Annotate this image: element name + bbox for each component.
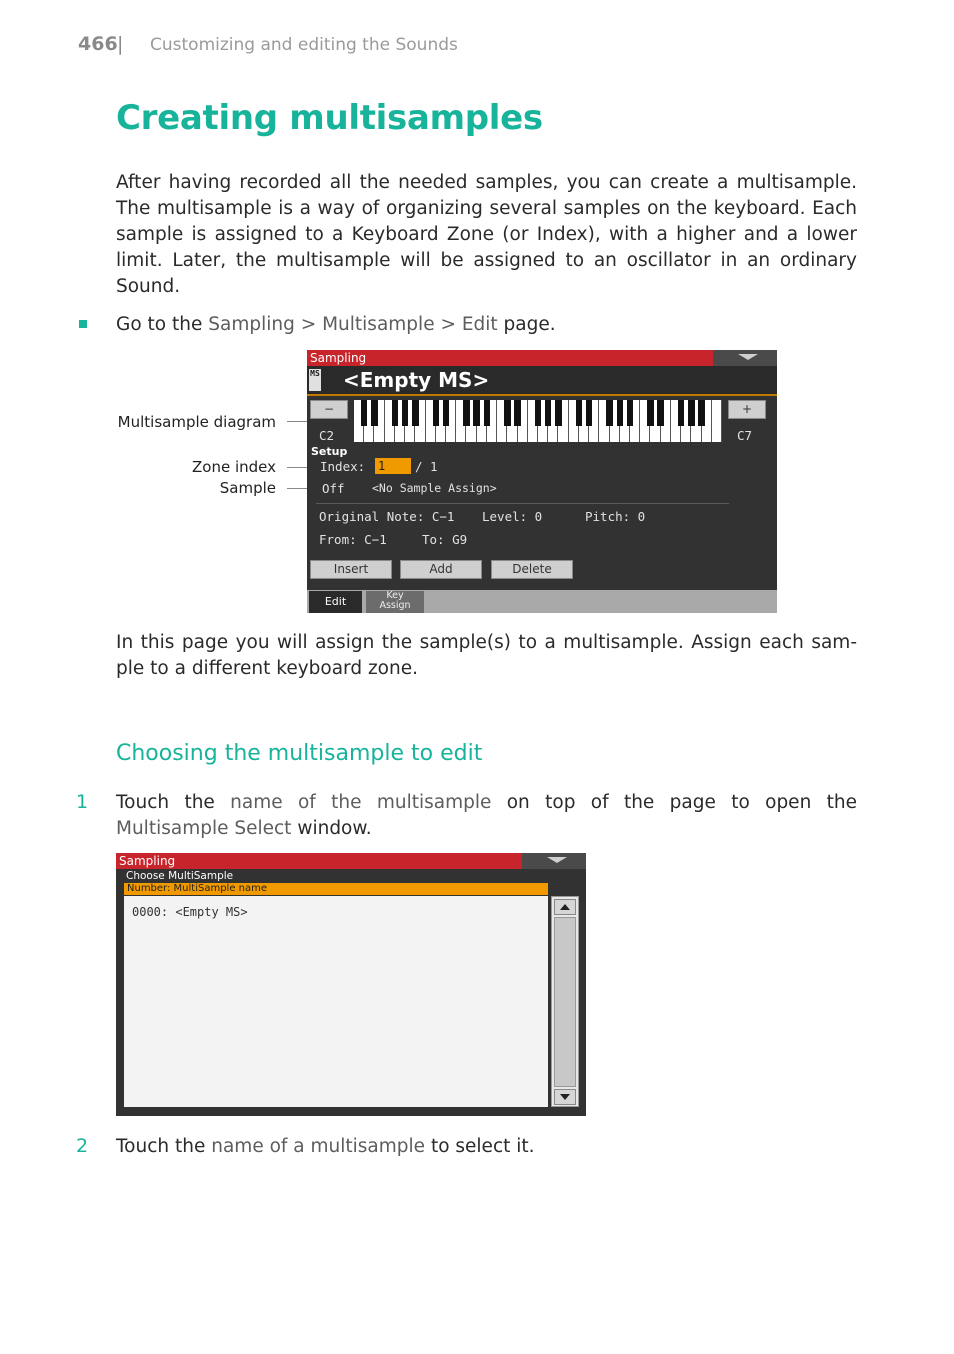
black-key [504, 400, 511, 426]
divider [316, 503, 729, 504]
level[interactable]: Level: 0 [482, 509, 543, 524]
black-key [514, 400, 521, 426]
goto-suffix: page. [497, 314, 556, 335]
black-key [402, 400, 409, 426]
black-key [555, 400, 562, 426]
section-title: Customizing and editing the Sounds [150, 35, 458, 55]
bullet-icon [79, 320, 87, 328]
tab-key-assign[interactable] [366, 591, 424, 613]
tab-key-label: Key [386, 590, 404, 601]
scroll-up-button[interactable] [554, 899, 576, 915]
arrow-up-icon [560, 904, 570, 910]
sample-off[interactable]: Off [322, 481, 345, 496]
from-note[interactable]: From: C−1 [319, 532, 387, 547]
list-header: Number: MultiSample name [124, 883, 548, 895]
black-key [371, 400, 378, 426]
white-key [712, 400, 722, 442]
sample-assign[interactable]: <No Sample Assign> [372, 481, 497, 495]
black-key [535, 400, 542, 426]
index-field[interactable]: 1 [375, 458, 411, 474]
black-key [678, 400, 685, 426]
original-note[interactable]: Original Note: C−1 [319, 509, 455, 524]
page-number: 466 [78, 33, 118, 55]
black-key [361, 400, 368, 426]
minus-button[interactable]: − [310, 400, 348, 419]
callout-zone: Zone index [192, 458, 276, 476]
step2-t1: Touch the [116, 1136, 212, 1157]
assign-paragraph: In this page you will assign the sample(s) to a multisample. Assign each sam-ple to a different keyboard zone. [116, 632, 857, 679]
black-key [586, 400, 593, 426]
subsection-title: Choosing the multisample to edit [116, 741, 483, 766]
multisample-name[interactable]: <Empty MS> [343, 368, 490, 392]
page-title: Creating multisamples [116, 98, 543, 138]
ms-tag: MS [309, 369, 321, 391]
setup-label: Setup [311, 445, 348, 458]
chevron-down-icon [547, 857, 567, 863]
multisample-keyboard[interactable] [354, 400, 722, 442]
multisample-edit-screen [307, 350, 777, 613]
insert-button[interactable]: Insert [310, 560, 392, 579]
black-key [688, 400, 695, 426]
menu-button[interactable] [522, 853, 586, 869]
plus-button[interactable]: + [728, 400, 766, 419]
chevron-down-icon [738, 354, 758, 360]
black-key [617, 400, 624, 426]
step1-ui1: name of the multisample [230, 792, 492, 813]
scroll-down-button[interactable] [554, 1089, 576, 1105]
black-key [484, 400, 491, 426]
step-number: 1 [76, 791, 89, 813]
arrow-down-icon [560, 1094, 570, 1100]
black-key [647, 400, 654, 426]
step1-text [116, 790, 857, 842]
delete-button[interactable]: Delete [491, 560, 573, 579]
step-number: 2 [76, 1135, 89, 1157]
choose-label: Choose MultiSample [126, 870, 234, 882]
black-key [443, 400, 450, 426]
black-key [657, 400, 664, 426]
scroll-thumb[interactable] [554, 917, 576, 1087]
header-separator: | [117, 33, 124, 55]
high-note: C7 [737, 428, 753, 443]
step1-t3: window. [291, 818, 372, 839]
black-key [545, 400, 552, 426]
black-key [576, 400, 583, 426]
step2-t2: to select it. [425, 1136, 535, 1157]
list-item[interactable]: 0000: <Empty MS> [132, 905, 248, 919]
menu-button[interactable] [713, 350, 777, 366]
black-key [606, 400, 613, 426]
index-label: Index: [320, 459, 366, 474]
black-key [473, 400, 480, 426]
callout-diagram: Multisample diagram [117, 413, 276, 431]
black-key [463, 400, 470, 426]
add-button[interactable]: Add [400, 560, 482, 579]
multisample-name-bar[interactable] [307, 366, 777, 396]
low-note: C2 [319, 428, 335, 443]
to-note[interactable]: To: G9 [422, 532, 468, 547]
black-key [433, 400, 440, 426]
step1-ui2: Multisample Select [116, 818, 292, 839]
goto-path: Sampling > Multisample > Edit [208, 314, 498, 335]
tab-assign-label: Assign [379, 600, 411, 611]
black-key [698, 400, 705, 426]
step1-t1: Touch the [116, 792, 231, 813]
step1-t2: on top of the page to open the [491, 792, 857, 813]
titlebar: Sampling [307, 350, 716, 366]
goto-prefix: Go to the [116, 314, 209, 335]
black-key [412, 400, 419, 426]
multisample-select-screen [116, 853, 586, 1116]
callout-sample: Sample [219, 479, 276, 497]
step2-ui1: name of a multisample [211, 1136, 426, 1157]
goto-instruction [116, 312, 857, 338]
black-key [627, 400, 634, 426]
scrollbar[interactable] [551, 896, 579, 1107]
pitch[interactable]: Pitch: 0 [585, 509, 646, 524]
intro-paragraph: After having recorded all the needed samples, you can create a multisample. The multisample is a way of organizing several samples on the keyboard. Each sample is assigned to a Keyboard Zone (or Index), with a higher and a lower limit. Later, the multisample will be assigned to an oscillator in an ordinary Sound. [116, 172, 857, 297]
index-total: / 1 [415, 459, 438, 474]
titlebar: Sampling [116, 853, 525, 869]
tab-edit[interactable]: Edit [309, 591, 362, 613]
multisample-list [124, 896, 548, 1107]
black-key [392, 400, 399, 426]
step2-text [116, 1134, 857, 1160]
